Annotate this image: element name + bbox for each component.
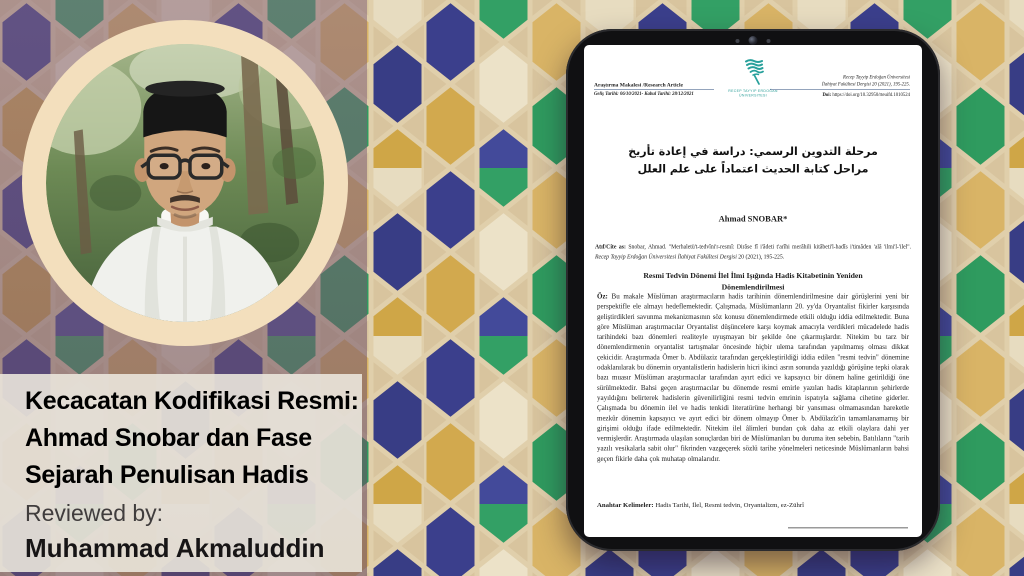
arabic-article-title: مرحلة التدوين الرسمي: دراسة في إعادة تأريخ مراحل كتابة الحديث اعتماداً على علم العلل (628, 145, 878, 176)
keywords-line (597, 501, 909, 509)
review-title-line-3: Sejarah Penulisan Hadis (25, 461, 309, 489)
review-title-line-1: Kecacatan Kodifikasi Resmi: (25, 387, 359, 415)
university-logo-caption: RECEP TAYYIP ERDOĞAN ÜNIVERSITESI (728, 89, 778, 98)
camera-icon (736, 36, 771, 45)
abstract-text: Bu makale Müslüman araştırmacıların hadis tarihinin dönemlendirilmesine dair görüşlerini yeni bir perspektifle ele almayı hedeflemektedir. Çalışmada, Müslümanların 20. yy'da Oryantalist fikirler karşısında geliştirdikleri savunma mekanizmasının söz konusu dönemlendirmede etkili olduğu iddia edilmektedir. Buna göre Müslüman araştırmacılar Oryantalist düşüncelere karşı koymak amacıyla verdikleri mücadelede hadis tarihindeki bazı dönemleri realiteyle uyuşmayan bir şekilde öne çıkarmışlardır. Nitekim bu tarz bir dönemlendirmenin oryantalist tartışmalar öncesinde hiçbir ulema tarafından yapılmamış olması dikkat çekicidir. Araştırmada Ömer b. Abdülaziz tarafından gerçekleştirildiği iddia edilen "resmi tedvin" dönemine odaklanılarak bu dönemin oryantalistlerin hadislerin hicri ikinci asrın sonunda yazıldığı görüşüne tepki olarak bazı muasır Müslüman araştırmacılar tarafından ayırt edici ve kapsayıcı bir dönem haline getirildiği öne sürülmektedir. Bahsi geçen araştırmacılar bu dönemde resmi emirle yazılan hadis kitaplarının şehirlerde yayıldığını belirterek hadislerin güvenilirliğini resmi tedvin emrinin ispatıyla sağlama cihetine giderler. Çalışmada bu dönemin ilel ve hadis tenkidi literatürüne herhangi bir yansıması olmamasından hareketle mezkûr dönemin kapsayıcı ve ayırt edici bir dönem olmayıp Ömer b. Abdülazîz'in tamamlanamamış bir girişimi olduğu ifade edilmektedir. Nitekim ilel âlimleri bundan çok daha az etkili olaylara dahi yer vermişlerdir. Araştırmada ulaşılan sonuçlardan biri de Müslümanları bu duruma iten sebebin, Batılıların "tarih yazılı vesikalarla sabit olur" fikrinden vazgeçerek sözlü tarihe yönelmeleri neticesinde Müslümanların bahsi geçen fikirle daha çok muhatap olmalarıdır. (597, 293, 909, 463)
submission-dates: Geliş Tarihi: 06/10/2021- Kabul Tarihi: 28/12/2021 (594, 91, 694, 97)
university-logo-icon (738, 59, 768, 86)
paper-page (584, 45, 922, 537)
keywords-label: Anahtar Kelimeler: (597, 501, 654, 509)
paper-header-right (770, 74, 910, 98)
footnote-separator (788, 527, 908, 529)
university-name: Recep Tayyip Erdoğan Üniversitesi (842, 75, 910, 80)
camera-dot-right (767, 39, 771, 43)
reviewer-portrait-photo (46, 44, 324, 322)
photo-ring (22, 20, 348, 346)
tablet-screen (584, 45, 922, 537)
review-title-line-2: Ahmad Snobar dan Fase (25, 424, 312, 452)
journal-issue: İlahiyat Fakültesi Dergisi 20 (2021), 195-225. (770, 81, 910, 90)
keywords-text: Hadis Tarihi, İlel, Resmi tedvin, Oryantalizm, ez-Zührî (653, 501, 804, 509)
citation-label: Atıf/Cite as: (595, 244, 626, 250)
abstract-label: Öz: (597, 293, 608, 301)
reviewer-name: Muhammad Akmaluddin (25, 533, 325, 563)
reviewed-by-label: Reviewed by: (25, 500, 164, 526)
citation-journal: Recep Tayyip Erdoğan Üniversitesi İlahiyat Fakültesi Dergisi (595, 254, 737, 261)
camera-dot-left (736, 39, 740, 43)
doi-line (770, 91, 910, 98)
paper-header-left (594, 82, 714, 97)
tablet-device (566, 29, 940, 551)
camera-lens (749, 36, 758, 45)
citation-tail: 20 (2021), 195-225. (736, 254, 785, 261)
citation-block (595, 242, 911, 262)
turkish-title: Resmi Tedvin Dönemi İlel İlmi Işığında Hadis Kitabetinin Yeniden Dönemlendirilmesi (643, 271, 863, 292)
citation-main: Snobar, Ahmad. "Merhaletü't-tedvîni'r-resmî: Dirâse fî i'âdeti t'arîhi merâhili kitâbeti'l-hadîs i'timâden 'alâ 'ilmi'l-'ilel". (625, 244, 912, 250)
author-name: Ahmad SNOBAR* (718, 214, 788, 224)
review-text-panel (0, 374, 362, 572)
doi-label: Doi: (822, 92, 832, 98)
abstract-paragraph (597, 292, 909, 465)
article-type: Araştırma Makalesi /Research Article (594, 82, 714, 90)
doi-url: https://doi.org/10.32950/rteuifd.1010524 (831, 92, 910, 98)
